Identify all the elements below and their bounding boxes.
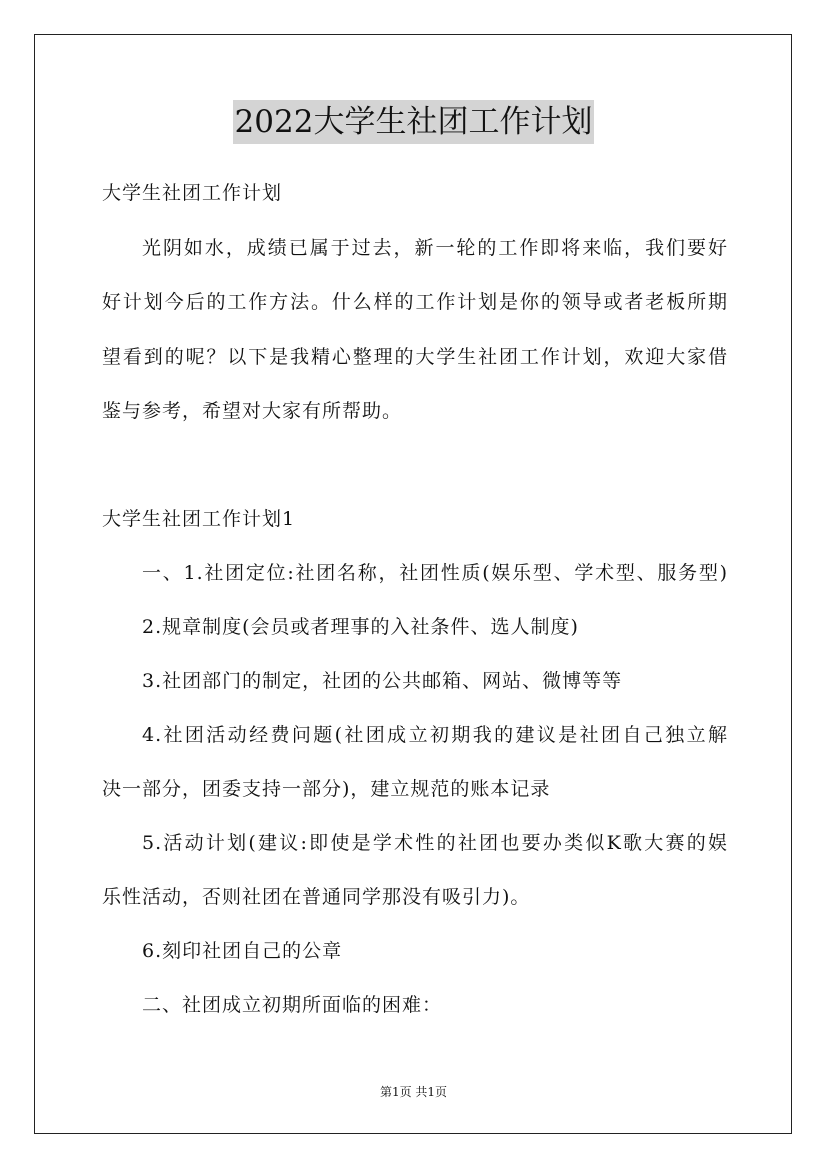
title-container — [0, 100, 827, 144]
intro-line-1: 光阴如水，成绩已属于过去，新一轮的工作即将来临，我们要好 — [142, 237, 728, 259]
list-item-5-cont: 乐性活动，否则社团在普通同学那没有吸引力)。 — [102, 886, 531, 908]
page-footer: 第1页 共1页 — [379, 1085, 448, 1099]
list-item-6: 6.刻印社团自己的公章 — [142, 940, 343, 962]
list-item-1: 一、1.社团定位:社团名称，社团性质(娱乐型、学术型、服务型) — [142, 562, 728, 584]
intro-line-4: 鉴与参考，希望对大家有所帮助。 — [102, 400, 403, 422]
section-heading: 大学生社团工作计划1 — [102, 508, 296, 530]
intro-line-2: 好计划今后的工作方法。什么样的工作计划是你的领导或者老板所期 — [102, 291, 728, 313]
list-item-5: 5.活动计划(建议:即使是学术性的社团也要办类似K歌大赛的娱 — [142, 832, 728, 854]
list-item-4: 4.社团活动经费问题(社团成立初期我的建议是社团自己独立解 — [142, 724, 728, 746]
document-title: 2022大学生社团工作计划 — [233, 100, 595, 144]
list-item-4-cont: 决一部分，团委支持一部分)，建立规范的账本记录 — [102, 778, 551, 800]
subtitle: 大学生社团工作计划 — [102, 182, 283, 204]
list-item-3: 3.社团部门的制定，社团的公共邮箱、网站、微博等等 — [142, 670, 623, 692]
list-item-2: 2.规章制度(会员或者理事的入社条件、选人制度) — [142, 616, 579, 638]
section-two-heading: 二、社团成立初期所面临的困难： — [142, 994, 443, 1016]
intro-line-3: 望看到的呢？以下是我精心整理的大学生社团工作计划，欢迎大家借 — [102, 346, 728, 368]
